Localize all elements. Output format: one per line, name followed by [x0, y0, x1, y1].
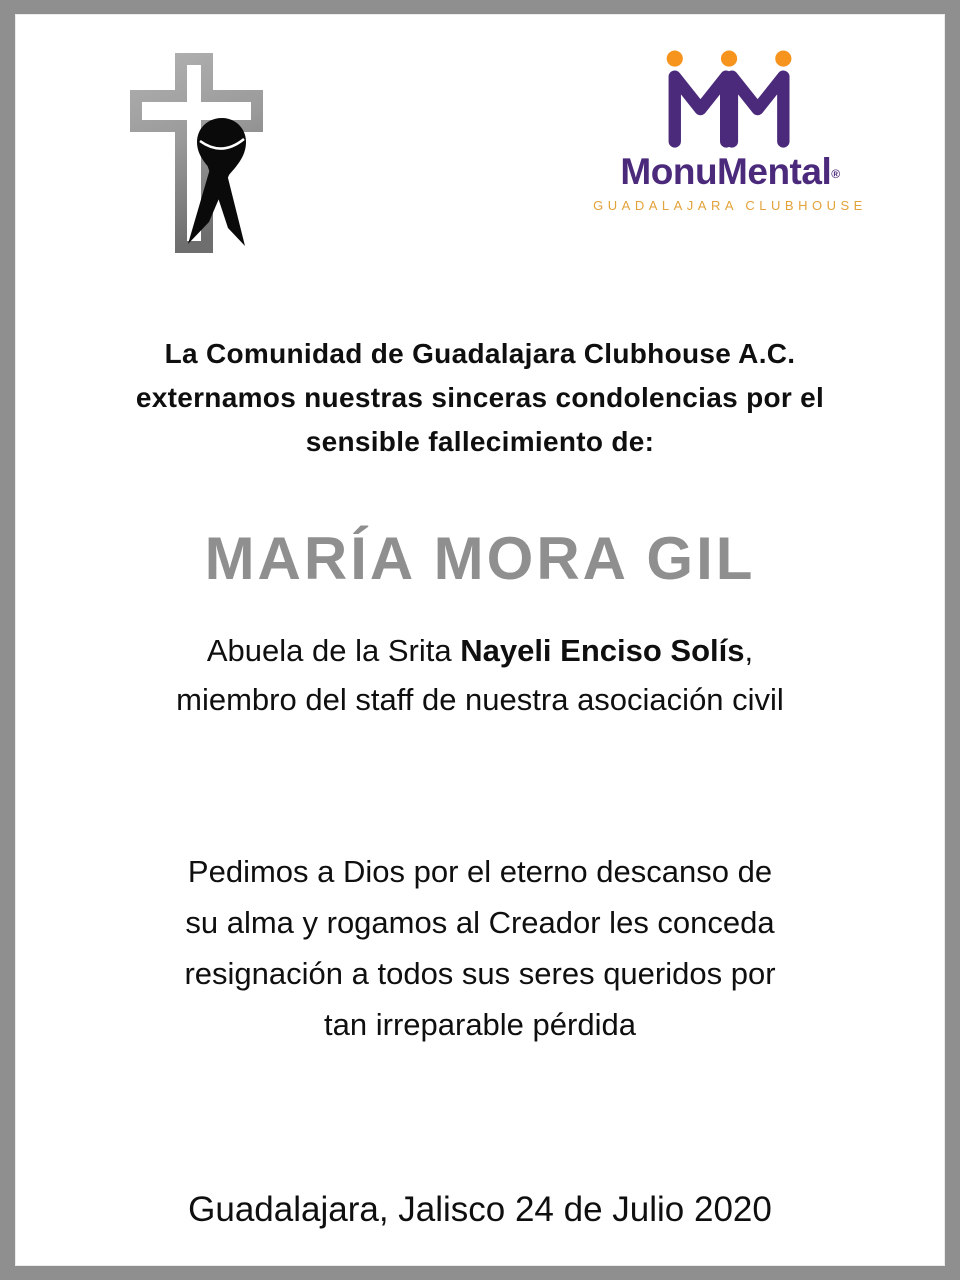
flyer-card: [15, 14, 945, 1266]
relation-line1: [15, 626, 945, 675]
brand-tagline: GUADALAJARA CLUBHOUSE: [593, 197, 867, 213]
deceased-name: MARÍA MORA GIL: [204, 525, 756, 592]
relation-suffix: ,: [744, 633, 754, 668]
intro-statement: [15, 332, 945, 464]
monumental-logo: [575, 50, 885, 213]
mourning-ribbon-icon: [173, 114, 257, 254]
brand-name-text: MonuMental: [620, 151, 832, 192]
intro-line: sensible fallecimiento de:: [305, 426, 655, 457]
mm-monogram-icon: [660, 50, 800, 150]
prayer-line: Pedimos a Dios por el eterno descanso de: [187, 854, 773, 889]
relation-prefix: Abuela de la Srita: [206, 633, 461, 668]
intro-line: La Comunidad de Guadalajara Clubhouse A.C.: [164, 338, 796, 369]
prayer-line: resignación a todos sus seres queridos por: [184, 956, 776, 991]
prayer-line: su alma y rogamos al Creador les conceda: [185, 905, 775, 940]
relation-line2: miembro del staff de nuestra asociación civil: [176, 682, 784, 717]
intro-line: externamos nuestras sinceras condolencias por el: [135, 382, 825, 413]
relation-statement: [15, 626, 945, 724]
registered-mark: ®: [831, 167, 840, 181]
brand-name: [575, 152, 885, 193]
prayer-statement: [15, 846, 945, 1050]
prayer-line: tan irreparable pérdida: [324, 1007, 636, 1042]
staff-member-name: Nayeli Enciso Solís: [460, 633, 745, 668]
date-location-line: Guadalajara, Jalisco 24 de Julio 2020: [188, 1190, 772, 1229]
